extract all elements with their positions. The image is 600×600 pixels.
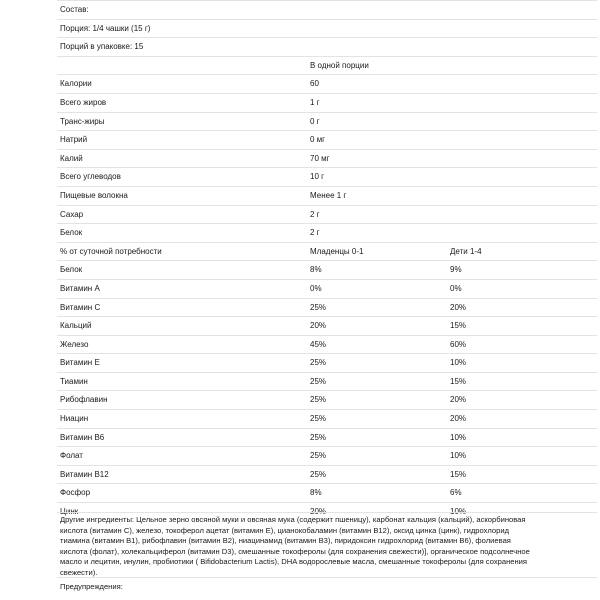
daily-value-name: Рибофлавин [57, 391, 307, 410]
daily-value-name: Железо [57, 335, 307, 354]
daily-value-name: Фолат [57, 447, 307, 466]
infants-value: 0% [307, 279, 447, 298]
nutrient-value: 0 мг [307, 131, 597, 150]
daily-value-row [57, 354, 597, 373]
children-value: 20% [447, 410, 597, 429]
children-value: 0% [447, 279, 597, 298]
children-value: 15% [447, 465, 597, 484]
children-column-header: Дети 1-4 [447, 242, 597, 261]
infants-column-header: Младенцы 0-1 [307, 242, 447, 261]
empty-cell [57, 56, 307, 75]
infants-value: 25% [307, 447, 447, 466]
children-value: 9% [447, 261, 597, 280]
daily-value-name: Витамин А [57, 279, 307, 298]
daily-value-row [57, 391, 597, 410]
daily-value-name: Белок [57, 261, 307, 280]
nutrient-row [57, 131, 597, 150]
nutrient-name: Пищевые волокна [57, 186, 307, 205]
daily-value-row [57, 410, 597, 429]
infants-value: 25% [307, 428, 447, 447]
portion-row [57, 19, 597, 38]
nutrition-table [57, 0, 597, 521]
daily-value-row [57, 335, 597, 354]
nutrient-value: 1 г [307, 93, 597, 112]
daily-value-row [57, 298, 597, 317]
nutrient-value: 60 [307, 75, 597, 94]
section-divider [57, 512, 597, 513]
daily-value-name: Витамин В12 [57, 465, 307, 484]
nutrient-name: Всего углеводов [57, 168, 307, 187]
infants-value: 25% [307, 372, 447, 391]
nutrient-name: Всего жиров [57, 93, 307, 112]
nutrient-name: Калий [57, 149, 307, 168]
nutrient-name: Калории [57, 75, 307, 94]
daily-value-row [57, 465, 597, 484]
infants-value: 20% [307, 317, 447, 336]
nutrient-value: 0 г [307, 112, 597, 131]
infants-value: 8% [307, 261, 447, 280]
daily-value-name: Витамин Е [57, 354, 307, 373]
other-ingredients-text: Другие ингредиенты: Цельное зерно овсяной муки и овсяная мука (содержит пшеницу), карбонат кальция (кальций), аскорбиновая кислота (витамин С), железо, токоферол ацетат (витамин Е), цианокобаламин (витамин В12), оксид цинка (цинк), гидрохлорид тиамина (витамин В1), рибофлавин (витамин В2), ниацинамид (витамин В3), пиридоксин гидрохлорид (витамин В6), фолиевая кислота (фолат), холекальциферол (витамин D3), смешанные токоферолы (для сохранения свежести)], органическое подсолнечное масло и лецитин, инулин, пробиотики ( Bifidobacterium Lactis), DHA водорослевые масла, смешанные токоферолы (для сохранения свежести). [60, 515, 530, 577]
composition-row [57, 1, 597, 20]
children-value: 6% [447, 484, 597, 503]
daily-value-name: Витамин В6 [57, 428, 307, 447]
daily-value-row [57, 484, 597, 503]
portion-label: Порция: 1/4 чашки (15 г) [57, 19, 597, 38]
daily-value-row [57, 428, 597, 447]
infants-value: 25% [307, 354, 447, 373]
children-value: 20% [447, 298, 597, 317]
portions-per-pack-label: Порций в упаковке: 15 [57, 38, 597, 57]
infants-value: 45% [307, 335, 447, 354]
children-value: 15% [447, 372, 597, 391]
nutrient-row [57, 205, 597, 224]
nutrient-row [57, 75, 597, 94]
per-serving-header-row [57, 56, 597, 75]
nutrient-row [57, 149, 597, 168]
infants-value: 25% [307, 410, 447, 429]
infants-value: 25% [307, 391, 447, 410]
per-serving-header: В одной порции [307, 56, 597, 75]
nutrient-name: Сахар [57, 205, 307, 224]
children-value: 15% [447, 317, 597, 336]
nutrient-row [57, 224, 597, 243]
daily-value-row [57, 261, 597, 280]
nutrient-row [57, 168, 597, 187]
children-value: 10% [447, 354, 597, 373]
children-value: 60% [447, 335, 597, 354]
nutrient-row [57, 93, 597, 112]
nutrient-row [57, 112, 597, 131]
daily-value-row [57, 447, 597, 466]
daily-value-row [57, 279, 597, 298]
portions-per-pack-row [57, 38, 597, 57]
daily-value-name: Фосфор [57, 484, 307, 503]
children-value: 10% [447, 447, 597, 466]
nutrient-value: 70 мг [307, 149, 597, 168]
daily-value-row [57, 317, 597, 336]
daily-value-row [57, 372, 597, 391]
children-value: 10% [447, 428, 597, 447]
daily-value-name: Ниацин [57, 410, 307, 429]
nutrient-value: 10 г [307, 168, 597, 187]
daily-value-header: % от суточной потребности [57, 242, 307, 261]
daily-value-name: Тиамин [57, 372, 307, 391]
section-divider [57, 577, 597, 578]
infants-value: 25% [307, 298, 447, 317]
infants-value: 25% [307, 465, 447, 484]
daily-value-name: Витамин С [57, 298, 307, 317]
nutrient-name: Транс-жиры [57, 112, 307, 131]
children-value: 20% [447, 391, 597, 410]
infants-value: 8% [307, 484, 447, 503]
nutrient-name: Белок [57, 224, 307, 243]
nutrient-row [57, 186, 597, 205]
composition-label: Состав: [57, 1, 597, 20]
nutrient-value: 2 г [307, 224, 597, 243]
nutrient-name: Натрий [57, 131, 307, 150]
nutrient-value: Менее 1 г [307, 186, 597, 205]
nutrient-value: 2 г [307, 205, 597, 224]
daily-value-header-row [57, 242, 597, 261]
daily-value-name: Кальций [57, 317, 307, 336]
warnings-label: Предупреждения: [60, 582, 123, 591]
